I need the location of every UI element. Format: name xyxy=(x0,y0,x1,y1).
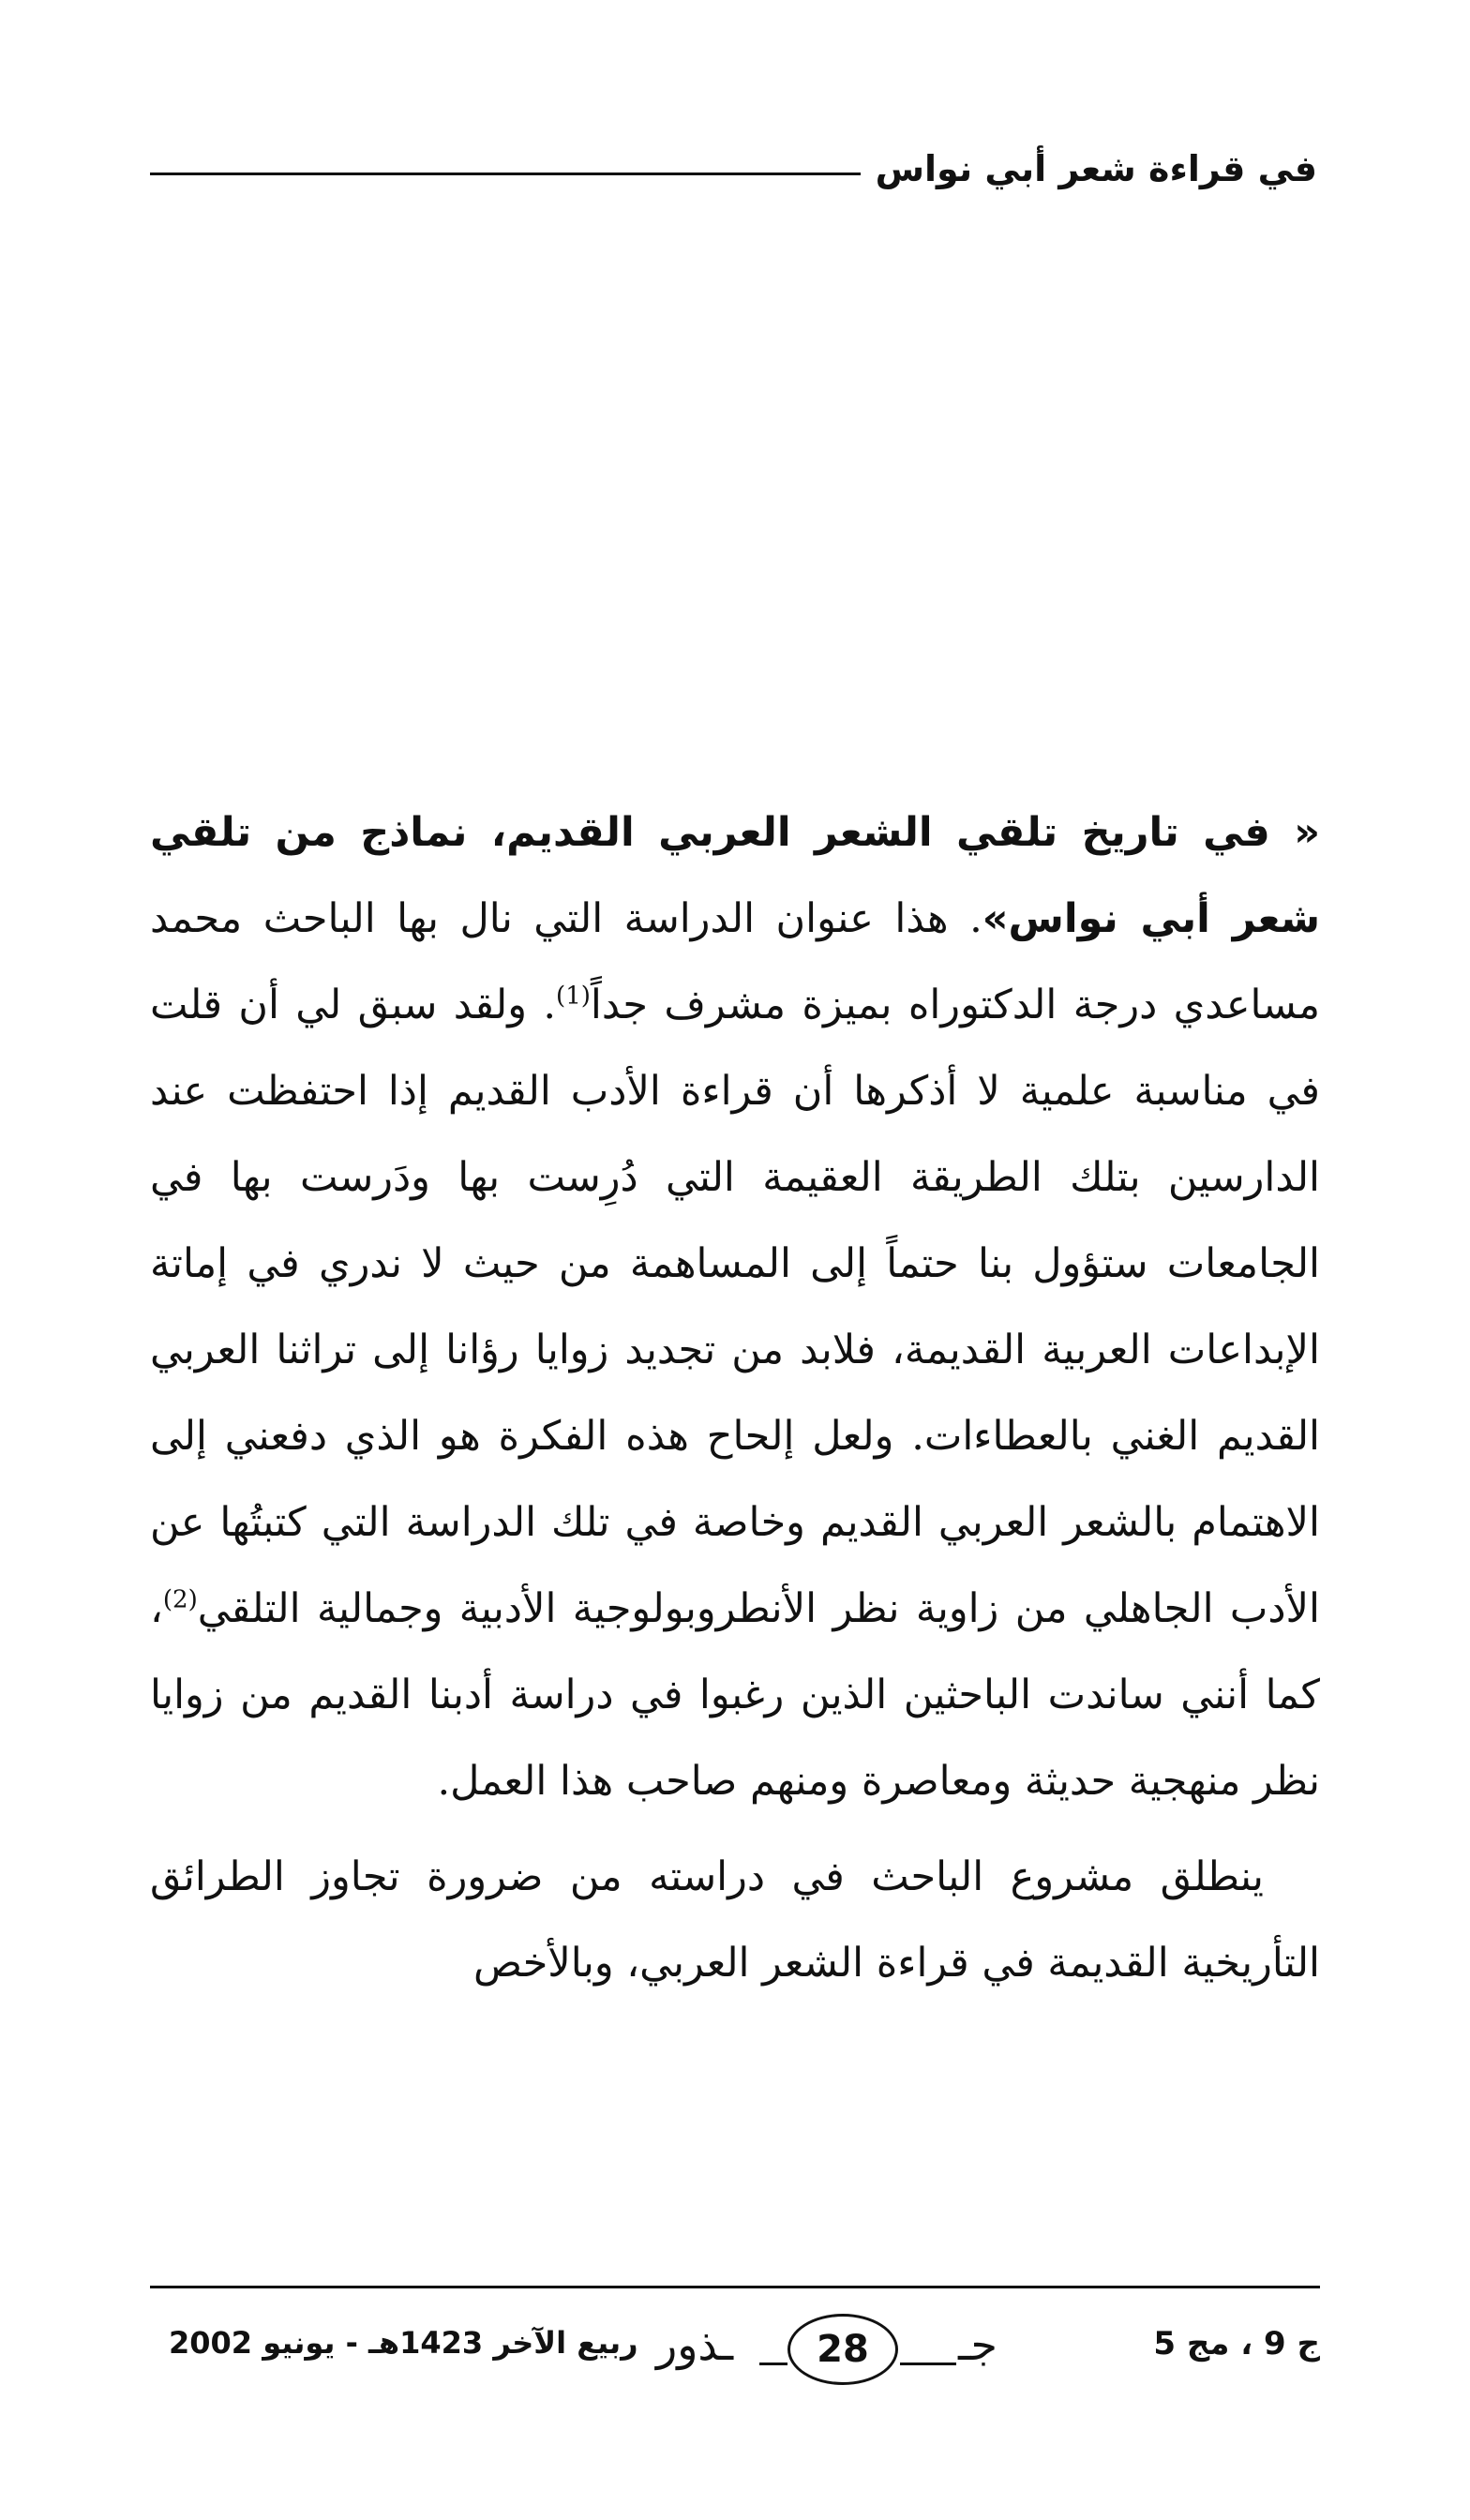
footer-rule xyxy=(150,2286,1320,2288)
body-text xyxy=(150,789,1320,2006)
running-title: في قراءة شعر أبي نواس xyxy=(875,148,1317,189)
journal-line xyxy=(759,2362,788,2365)
footnote-ref: (2) xyxy=(162,1585,198,1614)
paragraph xyxy=(150,789,1320,1824)
journal-badge xyxy=(628,2304,1022,2398)
issue-date: ربيع الآخر 1423هـ - يونيو 2002 xyxy=(169,2325,638,2361)
volume-issue: ج 9 ، مج 5 xyxy=(1153,2325,1320,2362)
journal-name: ـذور xyxy=(656,2319,734,2370)
page-number: 28 xyxy=(788,2314,898,2385)
paragraph-text: ، كما أنني ساندت الباحثين الذين رغبوا في دراسة أدبنا القديم من زوايا نظر منهجية حديثة ومعاصرة ومنهم صاحب هذا العمل. xyxy=(150,1585,1320,1805)
study-title: « في تاريخ تلقي الشعر العربي القديم، نماذج من تلقي شعر أبي نواس» xyxy=(150,809,1320,942)
page-footer xyxy=(150,2304,1320,2408)
paragraph-text: . هذا عنوان الدراسة التي نال بها الباحث محمد مساعدي درجة الدكتوراه بميزة مشرف جداً xyxy=(150,895,1321,1028)
paragraph-text: . ولقد سبق لي أن قلت في مناسبة علمية لا أذكرها أن قراءة الأدب القديم إذا احتفظت عند الدارسين بتلك الطريقة العقيمة التي دُرِست بها ودَرست بها في الجامعات ستؤول بنا حتماً إلى المساهمة من حيث لا ندري في إماتة الإبداعات العربية القديمة، فلابد من تجديد زوايا رؤانا إلى تراثنا العربي القديم الغني بالعطاءات. ولعل إلحاح هذه الفكرة هو الذي دفعني إلى الاهتمام بالشعر العربي القديم وخاصة في تلك الدراسة التي كتبتُها عن الأدب الجاهلي من زاوية نظر الأنطروبولوجية الأدبية وجمالية التلقي xyxy=(150,982,1320,1632)
journal-letter: جـ xyxy=(958,2319,998,2370)
footnote-ref: (1) xyxy=(556,982,591,1011)
paragraph: ينطلق مشروع الباحث في دراسته من ضرورة تجاوز الطرائق التأريخية القديمة في قراءة الشعر العربي، وبالأخص xyxy=(150,1853,1320,1987)
journal-line xyxy=(900,2362,956,2365)
running-header xyxy=(150,131,1317,206)
header-rule xyxy=(150,172,861,175)
